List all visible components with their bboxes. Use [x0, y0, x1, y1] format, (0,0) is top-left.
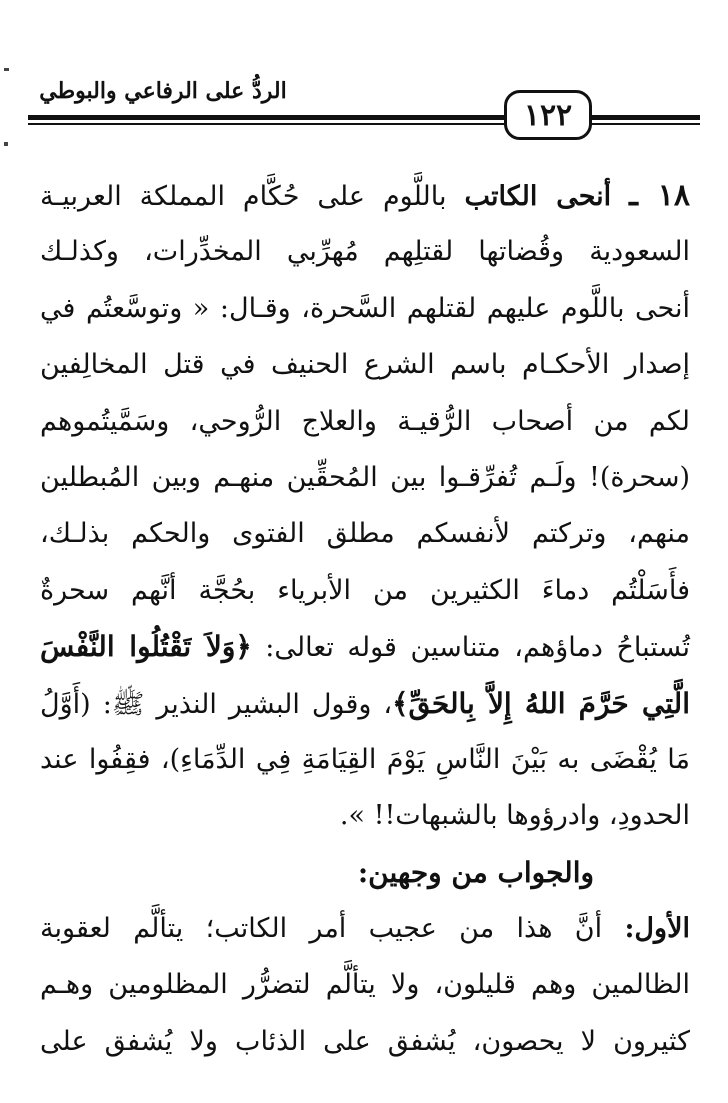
header-rule-thin-right	[586, 123, 700, 125]
text-line: كثيرون لا يحصون، يُشفق على الذئاب ولا يُشفق على	[40, 1025, 690, 1057]
header-rule-thick-right	[586, 115, 700, 120]
quran-verse: ﴿وَلاَ تَقْتُلُوا النَّفْسَ	[40, 630, 252, 664]
text-line: الظالمين وهم قليلون، ولا يتألَّم لتضرُّر المظلومين وهـم	[40, 969, 690, 1001]
text-line: الحدودِ، وادرؤوها بالشبهات!! ».	[339, 800, 690, 832]
text-line	[40, 176, 690, 232]
bold-lead: أنحى الكاتب	[464, 181, 612, 212]
header-rule-thick	[28, 115, 504, 120]
line-text: باللَّوم على حُكَّام المملكة العربيـة	[40, 181, 447, 212]
item-number: ١٨ ـ	[629, 178, 690, 213]
line-text: أنَّ هذا من عجيب أمر الكاتب؛ يتألَّم لعقوبة	[40, 913, 603, 945]
text-line	[40, 684, 690, 740]
quran-verse: الَّتِي حَرَّمَ اللهُ إِلاَّ بِالحَقِّ﴾	[392, 686, 690, 720]
page-header	[0, 62, 728, 142]
running-title: الردُّ على الرفاعي والبوطي	[39, 78, 287, 104]
text-line: أنحى باللَّوم عليهم لقتلهم السَّحرة، وقـال: « وتوسَّعتُم في	[40, 292, 690, 324]
text-line: فأَسَلْتُم دماءَ الكثيرين من الأبرياء بحُجَّة أنَّهم سحرةٌ	[40, 574, 690, 606]
text-line: مَا يُقْضَى به بَيْنَ النَّاسِ يَوْمَ القِيَامَةِ فِي الدِّمَاءِ)، فقِفُوا عند	[40, 743, 690, 775]
main-text	[40, 176, 690, 1078]
bold-lead: الأول:	[624, 913, 690, 945]
margin-mark	[4, 142, 8, 146]
text-line: منهم، وتركتم لأنفسكم مطلق الفتوى والحكم بذلـك،	[40, 518, 690, 550]
line-text: ، وقول البشير النذير ﷺ: (أَوَّلُ	[40, 688, 393, 720]
text-line: (سحرة)! ولَـم تُفرِّقـوا بين المُحقِّين منهـم وبين المُبطلين	[40, 461, 690, 493]
page-number: ١٢٢	[504, 90, 592, 140]
section-heading: والجواب من وجهين:	[357, 855, 594, 889]
text-line	[40, 909, 690, 965]
line-text: تُستباحُ دماؤهم، متناسين قوله تعالى:	[265, 632, 690, 664]
text-line: إصدار الأحكـام باسم الشرع الحنيف في قتل المخالِفين	[40, 349, 690, 381]
text-line	[40, 627, 690, 683]
header-rule-thin	[28, 123, 504, 125]
text-line: لكم من أصحاب الرُّقيـة والعلاج الرُّوحي، وسَمَّيتُموهم	[40, 405, 690, 437]
text-line: السعودية وقُضاتها لقتلِهم مُهرِّبي المخدِّرات، وكذلـك	[40, 236, 690, 268]
